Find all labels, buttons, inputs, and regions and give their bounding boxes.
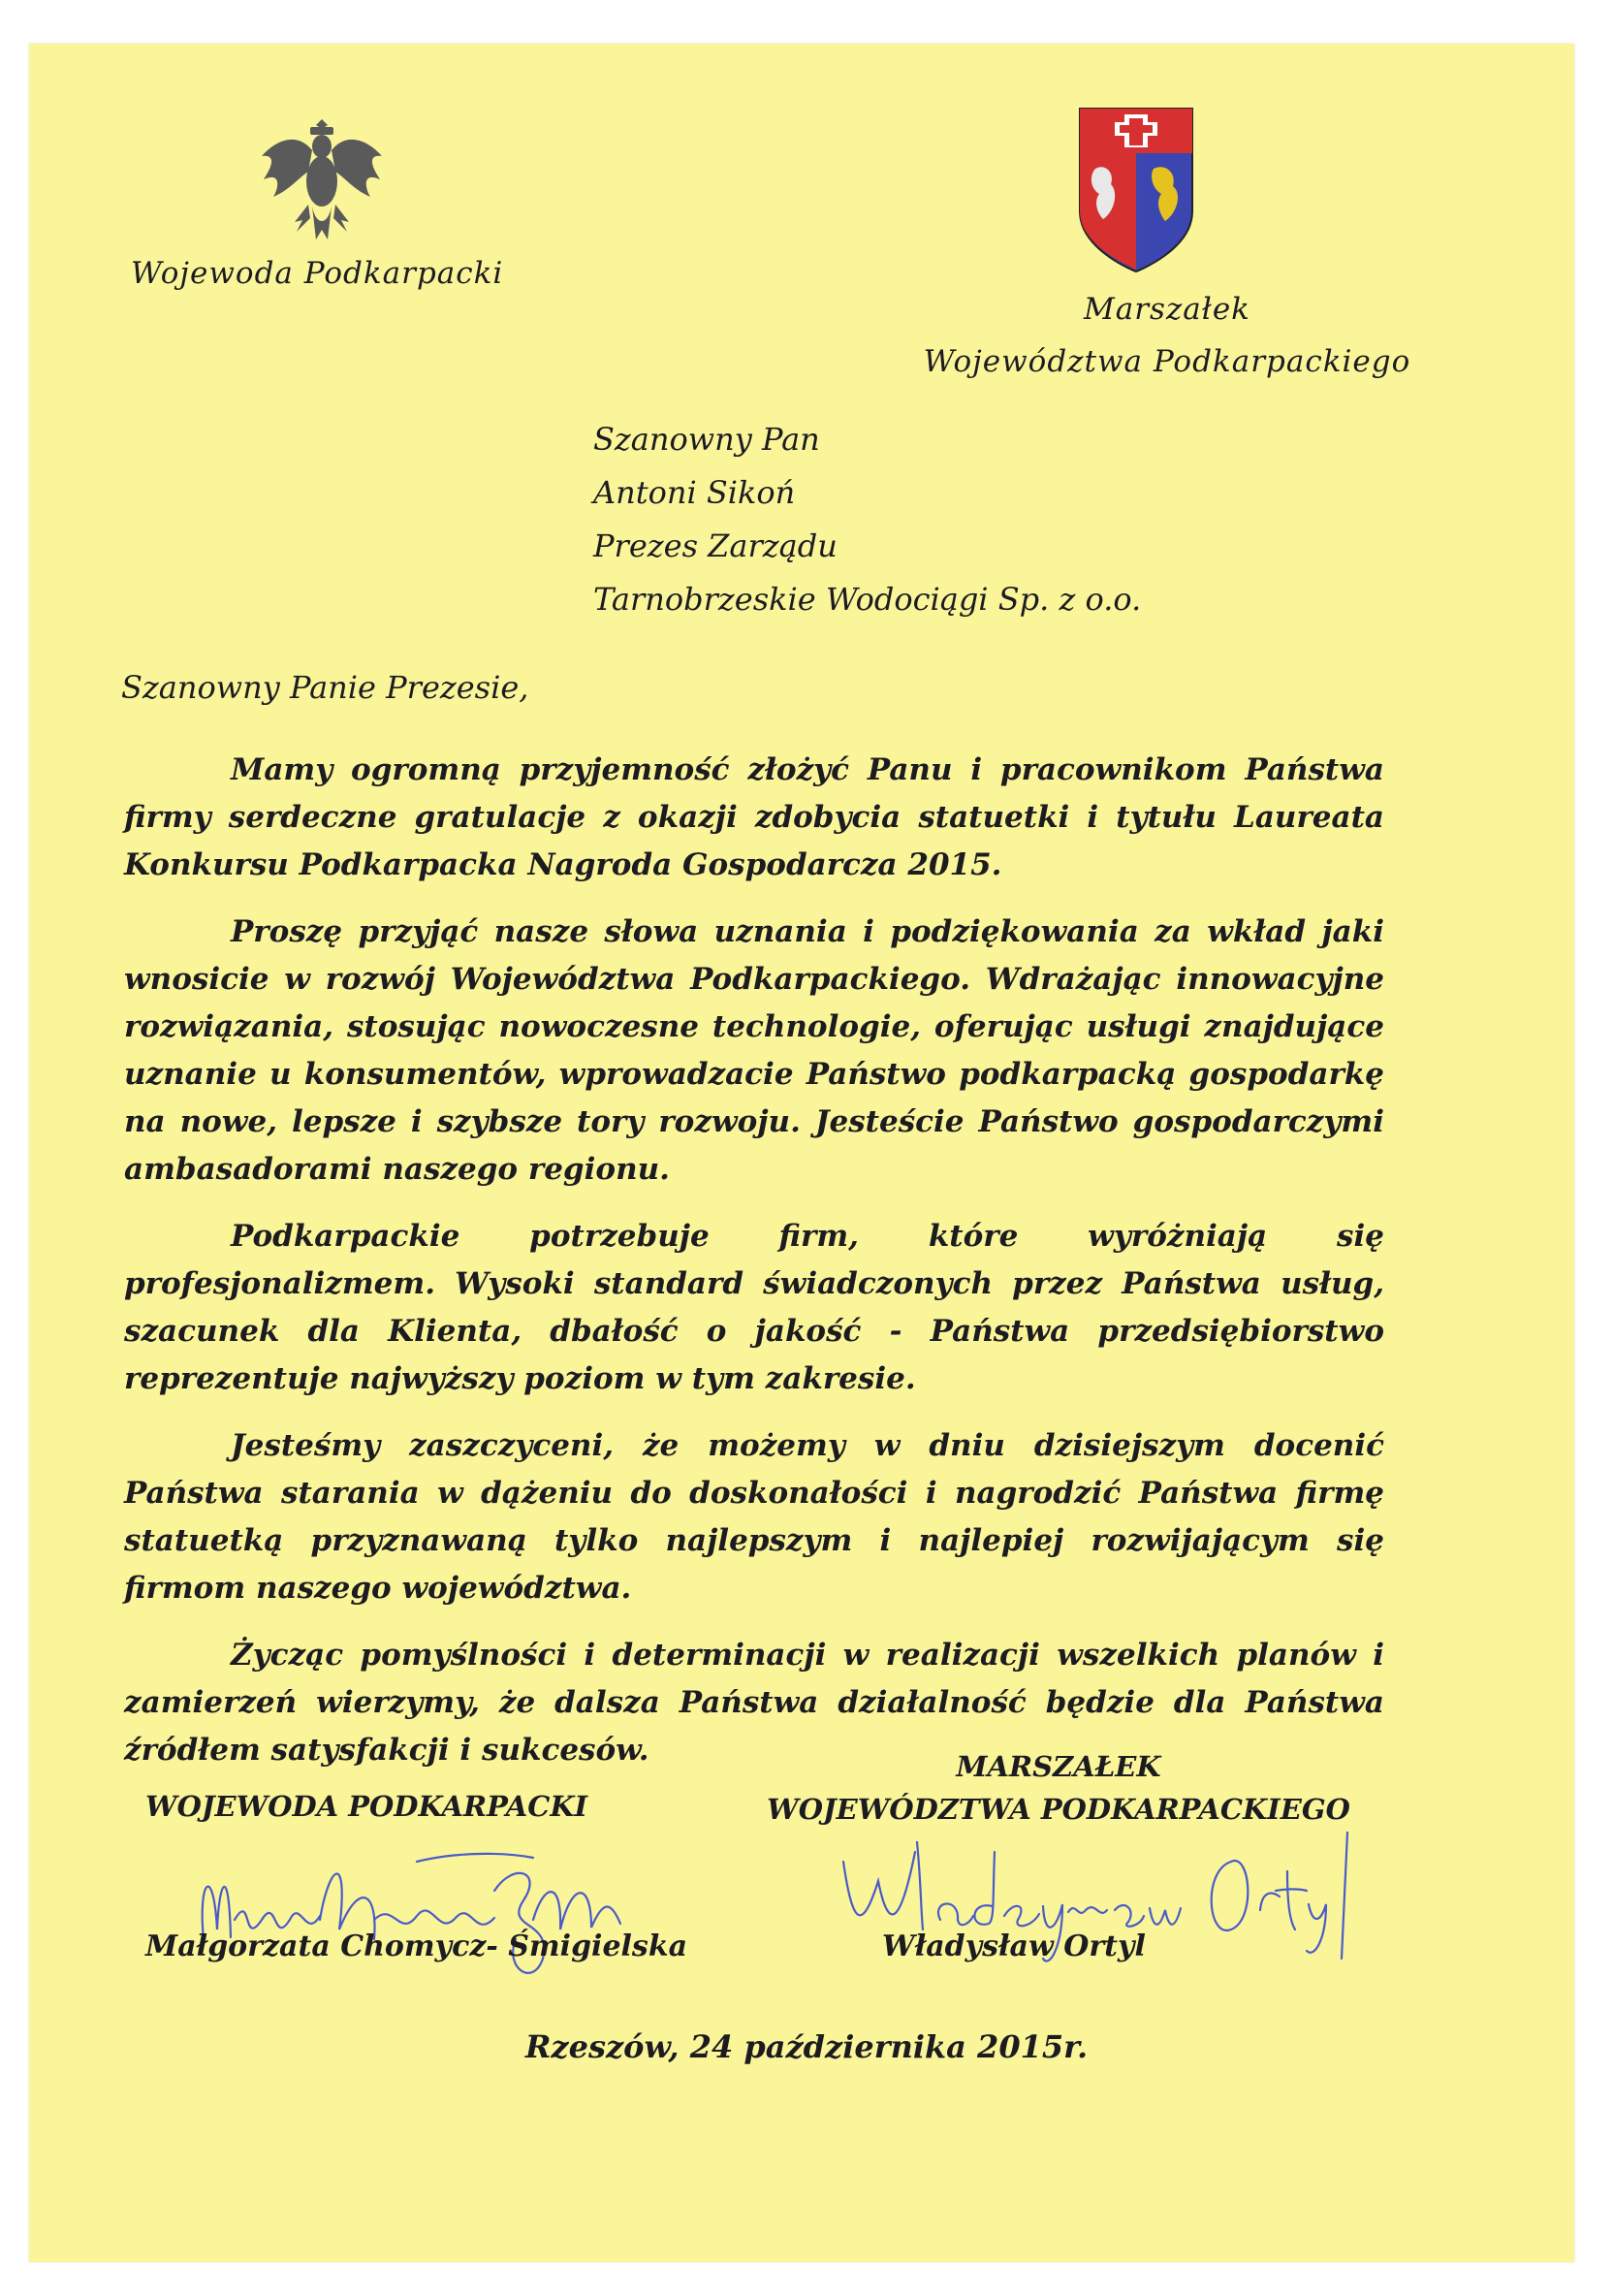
paragraph-2: Proszę przyjąć nasze słowa uznania i podziękowania za wkład jaki wnosicie w rozwój Województwa Podkarpackiego. Wdrażając innowacyjne rozwiązania, stosując nowoczesne technologie, oferując usługi znajdujące uznanie u konsumentów, wprowadzacie Państwo podkarpacką gospodarkę na nowe, lepsze i szybsze tory rozwoju. Jesteście Państwo gospodarczymi ambasadorami naszego regionu. [124,914,1384,1187]
paragraph-5: Życząc pomyślności i determinacji w realizacji wszelkich planów i zamierzeń wierzymy, że dalsza Państwa działalność będzie dla Państwa źródłem satysfakcji i sukcesów. [124,1638,1384,1768]
recipient-line1: Szanowny Pan [593,421,820,458]
signature-left [184,1823,649,2007]
recipient-line2: Antoni Sikoń [593,474,796,511]
sender-title-left: Wojewoda Podkarpacki [131,256,504,291]
signatory-right-title [729,1745,1388,1831]
signatory-right-title-line2: WOJEWÓDZTWA PODKARPACKIEGO [767,1793,1350,1826]
signatory-left-title: WOJEWODA PODKARPACKI [145,1790,588,1823]
recipient-line4: Tarnobrzeskie Wodociągi Sp. z o.o. [593,581,1142,618]
paragraph-1: Mamy ogromną przyjemność złożyć Panu i pracownikom Państwa firmy serdeczne gratulacje z okazji zdobycia statuetki i tytułu Laureata Konkursu Podkarpacka Nagroda Gospodarcza 2015. [124,752,1384,882]
right-title-line1: Marszałek [1084,292,1250,327]
signatory-left-name: Małgorzata Chomycz- Śmigielska [145,1929,688,1963]
signatory-right-title-line1: MARSZAŁEK [956,1750,1161,1783]
sender-title-right [915,283,1419,388]
signatory-right-name: Władysław Ortyl [882,1929,1146,1963]
paragraph-4: Jesteśmy zaszczyceni, że możemy w dniu dzisiejszym docenić Państwa starania w dążeniu do doskonałości i nagrodzić Państwa firmę statuetką przyznawaną tylko najlepszym i najlepiej rozwijającym się firmom naszego województwa. [124,1428,1384,1606]
right-title-line2: Województwa Podkarpackiego [923,344,1411,379]
place-and-date: Rzeszów, 24 października 2015r. [524,2028,1089,2065]
recipient-address [593,413,1141,626]
recipient-line3: Prezes Zarządu [593,527,838,564]
podkarpackie-coat-of-arms-icon [1076,105,1196,277]
salutation: Szanowny Panie Prezesie, [121,669,529,706]
letter-body [124,747,1384,1794]
eagle-emblem-icon [258,112,386,247]
paragraph-3: Podkarpackie potrzebuje firm, które wyróżniają się profesjonalizmem. Wysoki standard świadczonych przez Państwa usług, szacunek dla Klienta, dbałość o jakość - Państwa przedsiębiorstwo reprezentuje najwyższy poziom w tym zakresie. [124,1219,1384,1396]
